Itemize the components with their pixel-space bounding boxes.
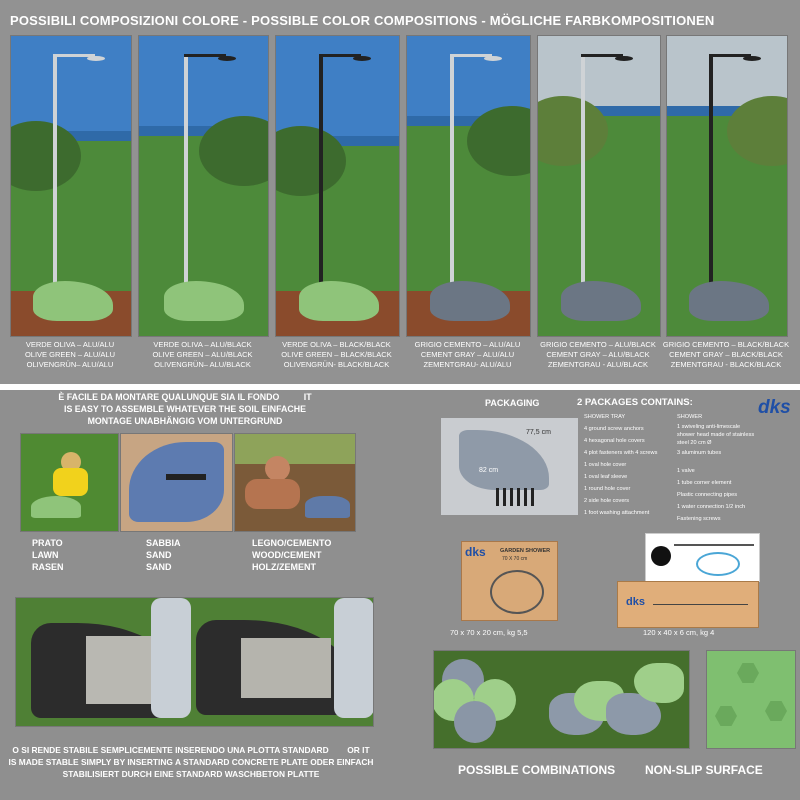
shower-pole [581,54,585,289]
concrete-plate-left [86,636,161,704]
dim-width: 82 cm [479,467,499,474]
composition-caption-line: CEMENT GRAY – BLACK/BLACK [669,350,783,359]
composition-photo [666,35,788,337]
screw-anchors [496,488,536,506]
shower-tray-item: 4 ground screw anchors [584,426,644,432]
composition-caption-line: OLIVENGRÜN– ALU/ALU [26,360,114,369]
soil-wood-cement [252,537,331,573]
shower-item: 1 water connection 1/2 inch [677,504,746,510]
shower-item: 1 swiveling anti-limescale [677,424,741,430]
person-body [245,479,300,509]
yellow-jacket [53,468,88,496]
composition-caption [5,340,135,370]
composition-photo [406,35,531,337]
soil-lawn-de: RASEN [32,562,64,572]
shower-pole [319,54,323,289]
composition-caption-line: GRIGIO CEMENTO – ALU/ALU [414,340,521,349]
shower-item: Fastening screws [677,516,721,522]
gray-tile [454,701,496,743]
composition-photo [10,35,132,337]
composition-caption-line: ZEMENTGRAU - BLACK/BLACK [670,360,782,369]
composition-caption [272,340,402,370]
page-title: POSSIBILI COMPOSIZIONI COLORE - POSSIBLE COLOR COMPOSITIONS - MÖGLICHE FARBKOMPOSITIONEN [10,13,715,28]
shower-tray-item: 4 hexagonal hole covers [584,438,645,444]
box1-caption: 70 x 70 x 20 cm, kg 5,5 [450,628,528,637]
soil-sand-it: SABBIA [146,538,181,548]
shower-head-icon [353,56,371,61]
soil-lawn [32,537,64,573]
shower-heading: SHOWER [677,414,703,420]
hexagon-icon [765,701,787,721]
composition-caption-line: OLIVE GREEN – ALU/ALU [24,350,116,359]
contains-heading: 2 PACKAGES CONTAINS: [577,397,693,408]
shower-item: 3 aluminum tubes [677,450,722,456]
hose [696,552,740,576]
soil-sand-en: SAND [146,550,172,560]
composition-caption-line: GRIGIO CEMENTO – ALU/BLACK [540,340,656,349]
shower-pole [709,54,713,289]
composition-caption-line: OLIVENGRÜN– ALU/BLACK [154,360,251,369]
person-head [265,456,290,481]
composition-caption-line: CEMENT GRAY – ALU/BLACK [546,350,650,359]
soil-wood-it: LEGNO/CEMENTO [252,538,332,548]
shower-item: shower head made of stainless [677,432,755,438]
sky [11,36,131,131]
tray-illustration [459,430,549,490]
shower-tray-list [584,411,657,519]
combinations-label: POSSIBLE COMBINATIONS [458,763,616,777]
stability-line-3: STABILISIERT DURCH EINE STANDARD WASCHBETON PLATTE [62,769,320,779]
assembly-heading [20,391,350,427]
assembly-heading-line-3: MONTAGE UNABHÄNGIG VOM UNTERGRUND [87,416,283,426]
composition-caption-line: OLIVE GREEN – ALU/BLACK [152,350,253,359]
composition-caption-line: VERDE OLIVA – ALU/ALU [25,340,115,349]
shower-item: steel 20 cm Ø [677,440,712,446]
box1-size: 70 X 70 cm [502,556,528,562]
box1-brand: dks [465,545,486,559]
shower-head-icon [651,546,671,566]
shower-tray-item: 1 oval hole cover [584,462,627,468]
shower-pole [184,54,188,289]
package-box-2 [617,581,759,628]
sky [276,36,399,136]
composition-photo [138,35,269,337]
shower-tray-item: 1 round hole cover [584,486,631,492]
shower-head-icon [743,56,761,61]
hexagon-icon [737,663,759,683]
shower-item: 1 valve [677,468,695,474]
base-rod [166,474,206,480]
shower-tray-item: 4 plot fasteners with 4 screws [584,450,658,456]
package-box-1 [461,541,558,621]
wood-assembly-photo [234,433,356,532]
hexagon-icon [715,706,737,726]
box1-text: GARDEN SHOWER [500,548,551,554]
assembly-heading-line-2: IS EASY TO ASSEMBLE WHATEVER THE SOIL EINFACHE [64,404,306,414]
assembly-heading-it: IT [303,392,312,402]
shower-kit-photo [645,533,760,582]
shower-head-icon [615,56,633,61]
soil-wood-en: WOOD/CEMENT [252,550,322,560]
leg-left [151,598,191,718]
box2-brand: dks [626,596,645,608]
stability-line-1: O SI RENDE STABILE SEMPLICEMENTE INSERENDO UNA PLOTTA STANDARD [12,745,329,755]
assembly-heading-line-1: È FACILE DA MONTARE QUALUNQUE SIA IL FONDO [58,392,280,402]
shower-tray-heading: SHOWER TRAY [584,414,626,420]
composition-caption-line: OLIVENGRÜN- BLACK/BLACK [283,360,390,369]
sky [407,36,530,116]
shower-head-icon [218,56,236,61]
shower-tray-item: 1 foot washing attachment [584,510,650,516]
composition-caption [533,340,663,370]
concrete-plate-right [241,638,331,698]
shower-item: 1 tube corner element [677,480,732,486]
logo-text: dks [758,397,791,418]
composition-caption [403,340,533,370]
packaging-heading: PACKAGING [485,398,540,408]
leg-right [334,598,374,718]
lawn-assembly-photo [20,433,119,532]
green-base [31,496,81,518]
composition-caption-line: VERDE OLIVA – ALU/BLACK [153,340,252,349]
package-contents-photo [441,418,578,515]
combinations-photo [433,650,690,749]
box1-drawing [490,570,544,614]
nonslip-surface-photo [706,650,796,749]
tube [674,544,754,546]
concrete-plate-photo [15,597,374,727]
stability-line-2: IS MADE STABLE SIMPLY BY INSERTING A STANDARD CONCRETE PLATE ODER EINFACH [8,757,374,767]
composition-caption-line: OLIVE GREEN – BLACK/BLACK [281,350,392,359]
stability-text [0,744,382,780]
gray-blue-base [129,442,224,522]
composition-caption-line: GRIGIO CEMENTO – BLACK/BLACK [662,340,790,349]
nonslip-label: NON-SLIP SURFACE [645,763,763,777]
green-tile [634,663,684,703]
stability-or-it: OR IT [347,745,370,755]
soil-wood-de: HOLZ/ZEMENT [252,562,316,572]
gray-blue-base [305,496,350,518]
shower-head-icon [484,56,502,61]
sand-assembly-photo [120,433,233,532]
shower-head-icon [87,56,105,61]
composition-photo [537,35,661,337]
composition-photo [275,35,400,337]
soil-sand [146,537,181,573]
composition-caption [138,340,268,370]
brand-logo [758,393,796,423]
composition-caption-line: ZEMENTGRAU - ALU/BLACK [547,360,649,369]
composition-caption-line: CEMENT GRAY – ALU/ALU [420,350,515,359]
plants [235,434,355,464]
composition-caption-line: ZEMENTGRAU- ALU/ALU [423,360,512,369]
sky [139,36,268,126]
shower-item: Plastic connecting pipes [677,492,738,498]
shower-tray-item: 2 side hole covers [584,498,630,504]
box2-line [653,604,748,605]
shower-pole [53,54,57,289]
shower-pole [450,54,454,289]
box2-caption: 120 x 40 x 6 cm, kg 4 [643,628,715,637]
dim-depth: 77,5 cm [526,429,551,436]
section-divider [0,384,800,390]
soil-lawn-en: LAWN [32,550,59,560]
composition-caption [661,340,791,370]
shower-tray-item: 1 oval leaf sleeve [584,474,628,480]
soil-sand-de: SAND [146,562,172,572]
shower-list [677,411,754,525]
composition-caption-line: VERDE OLIVA – BLACK/BLACK [282,340,391,349]
soil-lawn-it: PRATO [32,538,63,548]
